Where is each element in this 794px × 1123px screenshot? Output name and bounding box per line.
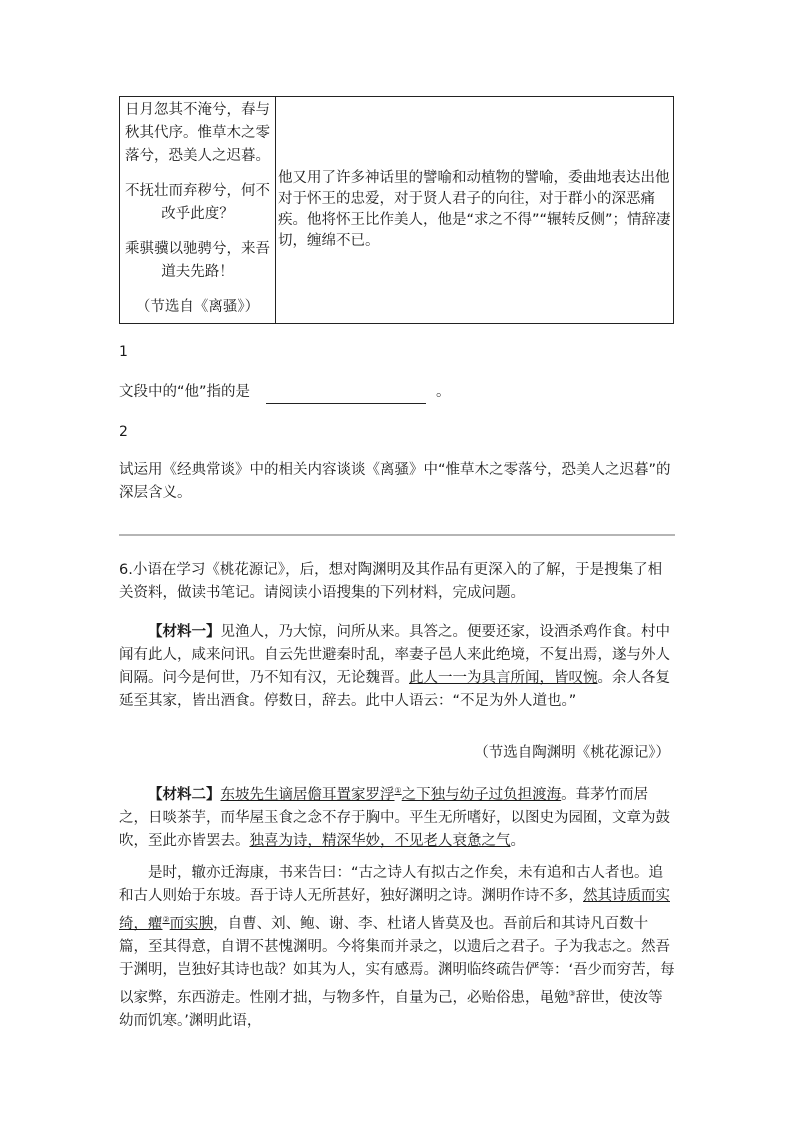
- material-1: [119, 621, 675, 713]
- answer-blank[interactable]: [266, 389, 426, 404]
- p2-text: 是时，辙亦迁海康，书来告曰：“古之诗人有拟古之作矣，未有追和古人者也。追和古人则始于东坡。吾于诗人无所甚好，独好渊明之诗。渊明作诗不多，: [119, 865, 664, 904]
- material-2-underlined-3: 独喜为诗，精深华妙，不见老人衰惫之气: [249, 832, 511, 849]
- material-2: [119, 779, 675, 853]
- p2-text-end: 辞世，使汝等幼而饥寒。’渊明此语，: [119, 989, 663, 1029]
- analysis-text: 他又用了许多神话里的譬喻和动植物的譬喻，委曲地表达出他对于怀王的忠爱，对于贤人君子的向往，对于群小的深恶痛疾。他将怀王比作美人，他是“求之不得”“辗转反侧”；情辞凄切，缠绵不已。: [278, 170, 671, 249]
- question-2-number: 2: [119, 424, 128, 440]
- material-2-text-end: 。: [510, 832, 525, 849]
- verse-2: 不抚壮而弃秽兮，何不改乎此度？: [125, 183, 270, 222]
- footnote-3-marker: ③: [568, 988, 576, 998]
- question-2-text: 试运用《经典常谈》中的相关内容谈谈《离骚》中“惟草木之零落兮，恐美人之迟暮”的深层含义。: [119, 462, 671, 501]
- poem-source: （节选自《离骚》）: [135, 299, 260, 315]
- section-divider: [119, 534, 675, 536]
- question-1-text: 文段中的“他”指的是: [119, 384, 251, 400]
- material-1-text: 见渔人，乃大惊，问所从来。具答之。便要还家，设酒杀鸡作食。村中闻有此人，咸来问讯。自云先世避秦时乱，率妻子邑人来此绝境，不复出焉，遂与外人间隔。问今是何世，乃不知有汉，无论魏晋。: [119, 624, 670, 686]
- material-2-underlined-1: 东坡先生谪居儋耳置家罗浮: [220, 786, 395, 803]
- p2-underlined-2: 而实腴: [169, 915, 214, 932]
- verse-3: 乘骐骥以驰骋兮，来吾道夫先路！: [125, 241, 270, 280]
- footnote-2-marker: ②: [162, 915, 170, 924]
- question-1-end: 。: [436, 384, 451, 400]
- material-2-underlined-2: 之下独与幼子过负担渡海: [401, 786, 562, 803]
- material-1-label: 【材料一】: [148, 624, 221, 640]
- poem-table: [119, 96, 674, 324]
- question-6-intro: 6.小语在学习《桃花源记》，后，想对陶渊明及其作品有更深入的了解，于是搜集了相关资料，做读书笔记。请阅读小语搜集的下列材料，完成问题。: [119, 562, 663, 601]
- material-2-text: 。葺茅竹而居之，日啖茶芋，而华屋玉食之念不存于胸中。平生无所嗜好，以图史为园囿，文章为鼓吹，至此亦皆罢去。: [119, 786, 670, 849]
- material-2-paragraph-2: [119, 862, 675, 1033]
- table-row: [120, 97, 674, 324]
- material-2-label: 【材料二】: [148, 786, 221, 803]
- verse-1: 日月忽其不淹兮，春与秋其代序。惟草木之零落兮，恐美人之迟暮。: [125, 102, 270, 164]
- material-1-text-end: 。余人各复延至其家，皆出酒食。停数日，辞去。此中人语云：“不足为外人道也。”: [119, 670, 670, 709]
- question-1-number: 1: [119, 344, 128, 360]
- question-1: [119, 381, 675, 404]
- poem-cell: [120, 97, 276, 324]
- footnote-1-marker: ①: [394, 786, 402, 795]
- material-1-underlined: 此人一一为具言所闻，皆叹惋: [409, 670, 598, 686]
- p2-underlined-1: 然其诗质而实绮，癯: [119, 888, 670, 932]
- material-1-source: （节选自陶渊明《桃花源记》）: [474, 745, 670, 761]
- p2-text-middle: ，自曹、刘、鲍、谢、李、杜诸人皆莫及也。吾前后和其诗凡百数十篇，至其得意，自谓不甚愧渊明。今将集而并录之，以遗后之君子。子为我志之。然吾于渊明，岂独好其诗也哉？如其为人，实有感焉。渊明临终疏告俨等：‘吾少而穷苦，每以家弊，东西游走。性刚才拙，与物多忤，自量为己，必贻俗患，黾勉: [119, 915, 675, 1006]
- analysis-cell: [276, 97, 674, 324]
